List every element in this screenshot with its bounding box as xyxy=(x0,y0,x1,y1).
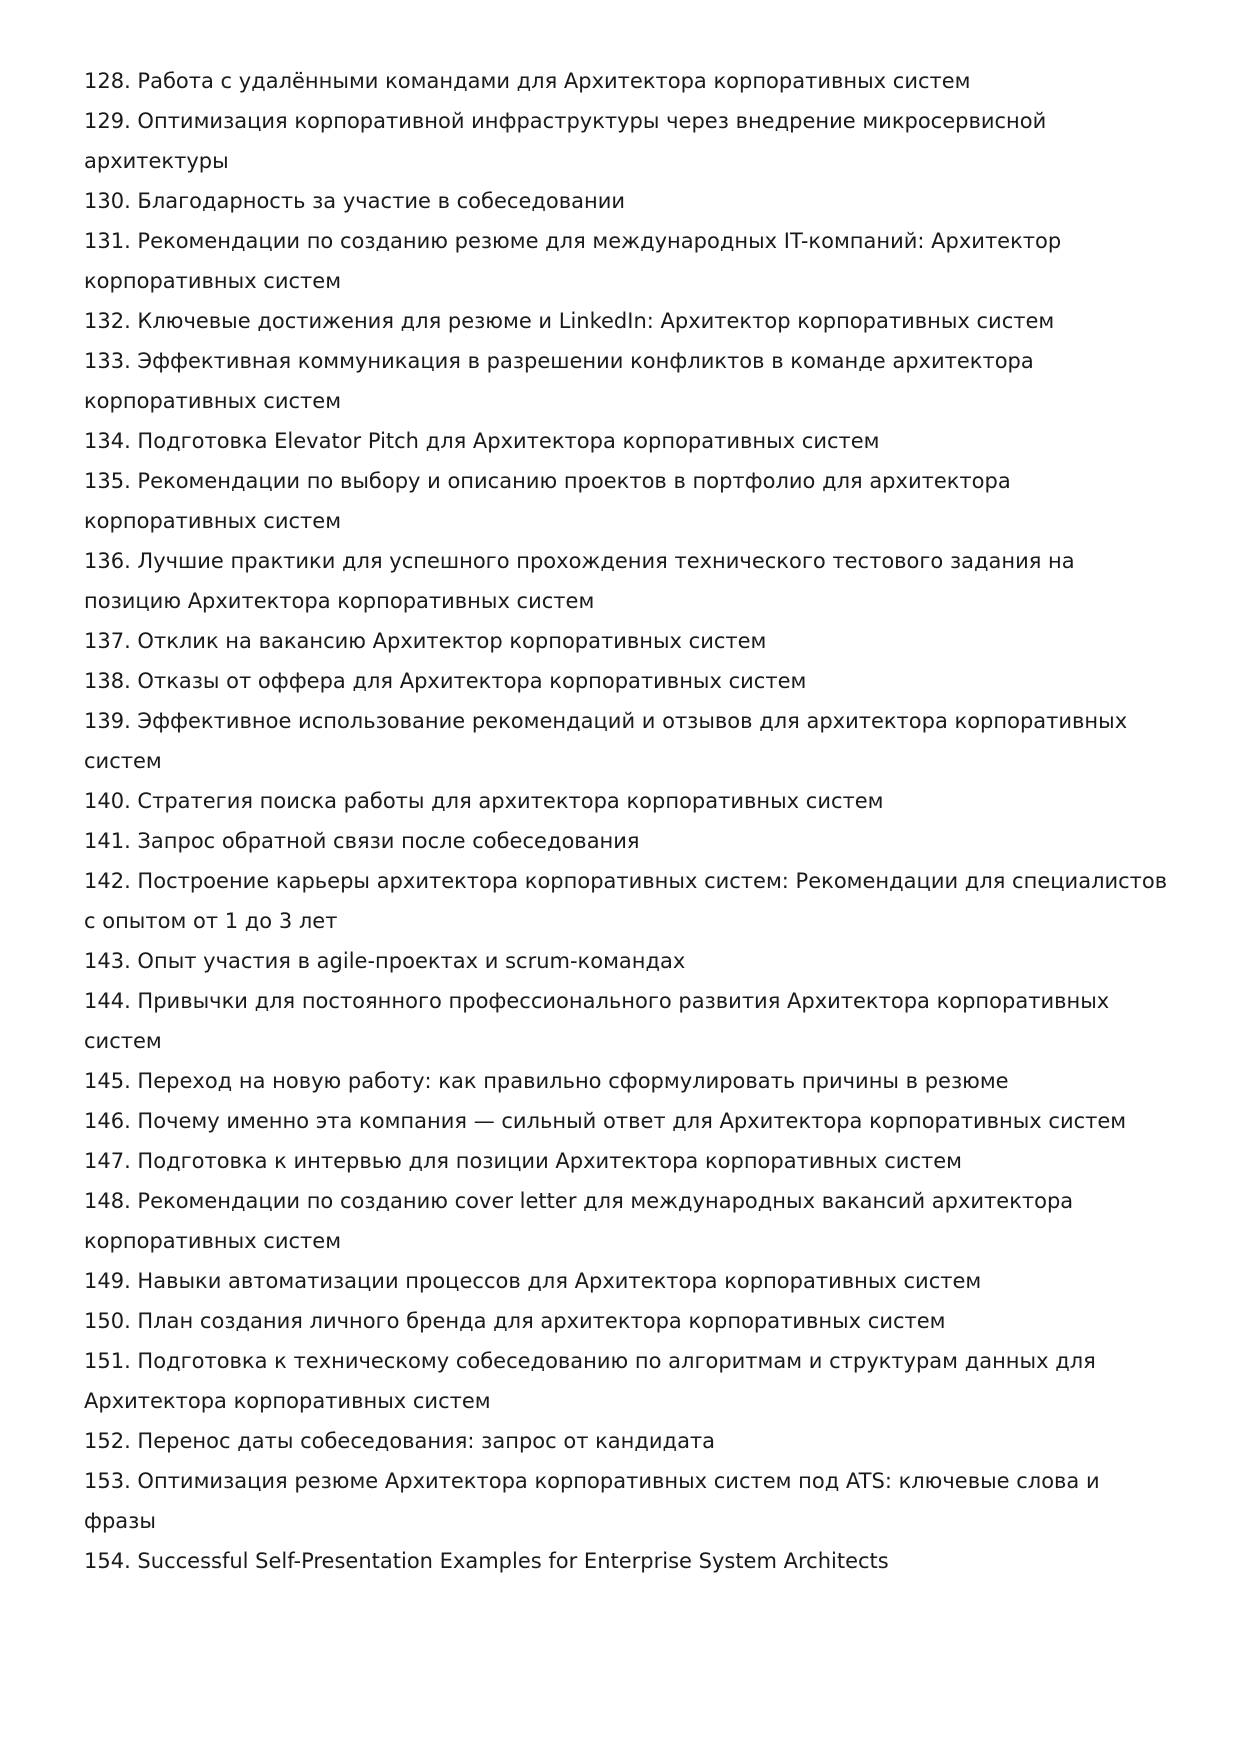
toc-item: 143. Опыт участия в agile-проектах и scrum-командах xyxy=(84,949,686,973)
toc-item: 149. Навыки автоматизации процессов для Архитектора корпоративных систем xyxy=(84,1269,982,1293)
toc-item: 148. Рекомендации по созданию cover letter для международных вакансий архитектора корпоративных систем xyxy=(84,1189,1074,1253)
toc-item: 147. Подготовка к интервью для позиции Архитектора корпоративных систем xyxy=(84,1149,963,1173)
toc-item: 150. План создания личного бренда для архитектора корпоративных систем xyxy=(84,1309,946,1333)
toc-item: 137. Отклик на вакансию Архитектор корпоративных систем xyxy=(84,629,767,653)
toc-item: 136. Лучшие практики для успешного прохождения технического тестового задания на позицию Архитектора корпоративных систем xyxy=(84,549,1075,613)
toc-item: 152. Перенос даты собеседования: запрос от кандидата xyxy=(84,1429,716,1453)
toc-item: 132. Ключевые достижения для резюме и LinkedIn: Архитектор корпоративных систем xyxy=(84,309,1055,333)
toc-item: 144. Привычки для постоянного профессионального развития Архитектора корпоративных систем xyxy=(84,989,1110,1053)
toc-item: 128. Работа с удалёнными командами для Архитектора корпоративных систем xyxy=(84,69,971,93)
toc-item: 145. Переход на новую работу: как правильно сформулировать причины в резюме xyxy=(84,1069,1009,1093)
toc-item: 153. Оптимизация резюме Архитектора корпоративных систем под ATS: ключевые слова и фразы xyxy=(84,1469,1100,1533)
toc-item: 146. Почему именно эта компания — сильный ответ для Архитектора корпоративных систем xyxy=(84,1109,1127,1133)
toc-item: 135. Рекомендации по выбору и описанию проектов в портфолио для архитектора корпоративных систем xyxy=(84,469,1011,533)
toc-item: 129. Оптимизация корпоративной инфраструктуры через внедрение микросервисной архитектуры xyxy=(84,109,1047,173)
toc-item: 154. Successful Self-Presentation Examples for Enterprise System Architects xyxy=(84,1549,889,1573)
toc-item: 139. Эффективное использование рекомендаций и отзывов для архитектора корпоративных систем xyxy=(84,709,1128,773)
toc-item: 133. Эффективная коммуникация в разрешении конфликтов в команде архитектора корпоративных систем xyxy=(84,349,1034,413)
toc-item: 138. Отказы от оффера для Архитектора корпоративных систем xyxy=(84,669,807,693)
toc-item: 130. Благодарность за участие в собеседовании xyxy=(84,189,625,213)
toc-item: 151. Подготовка к техническому собеседованию по алгоритмам и структурам данных для Архитектора корпоративных систем xyxy=(84,1349,1096,1413)
toc-item: 131. Рекомендации по созданию резюме для международных IT-компаний: Архитектор корпоративных систем xyxy=(84,229,1062,293)
toc-item: 142. Построение карьеры архитектора корпоративных систем: Рекомендации для специалистов с опытом от 1 до 3 лет xyxy=(84,869,1168,933)
toc-list xyxy=(84,61,1174,1581)
toc-item: 134. Подготовка Elevator Pitch для Архитектора корпоративных систем xyxy=(84,429,880,453)
toc-item: 141. Запрос обратной связи после собеседования xyxy=(84,829,640,853)
toc-item: 140. Стратегия поиска работы для архитектора корпоративных систем xyxy=(84,789,884,813)
